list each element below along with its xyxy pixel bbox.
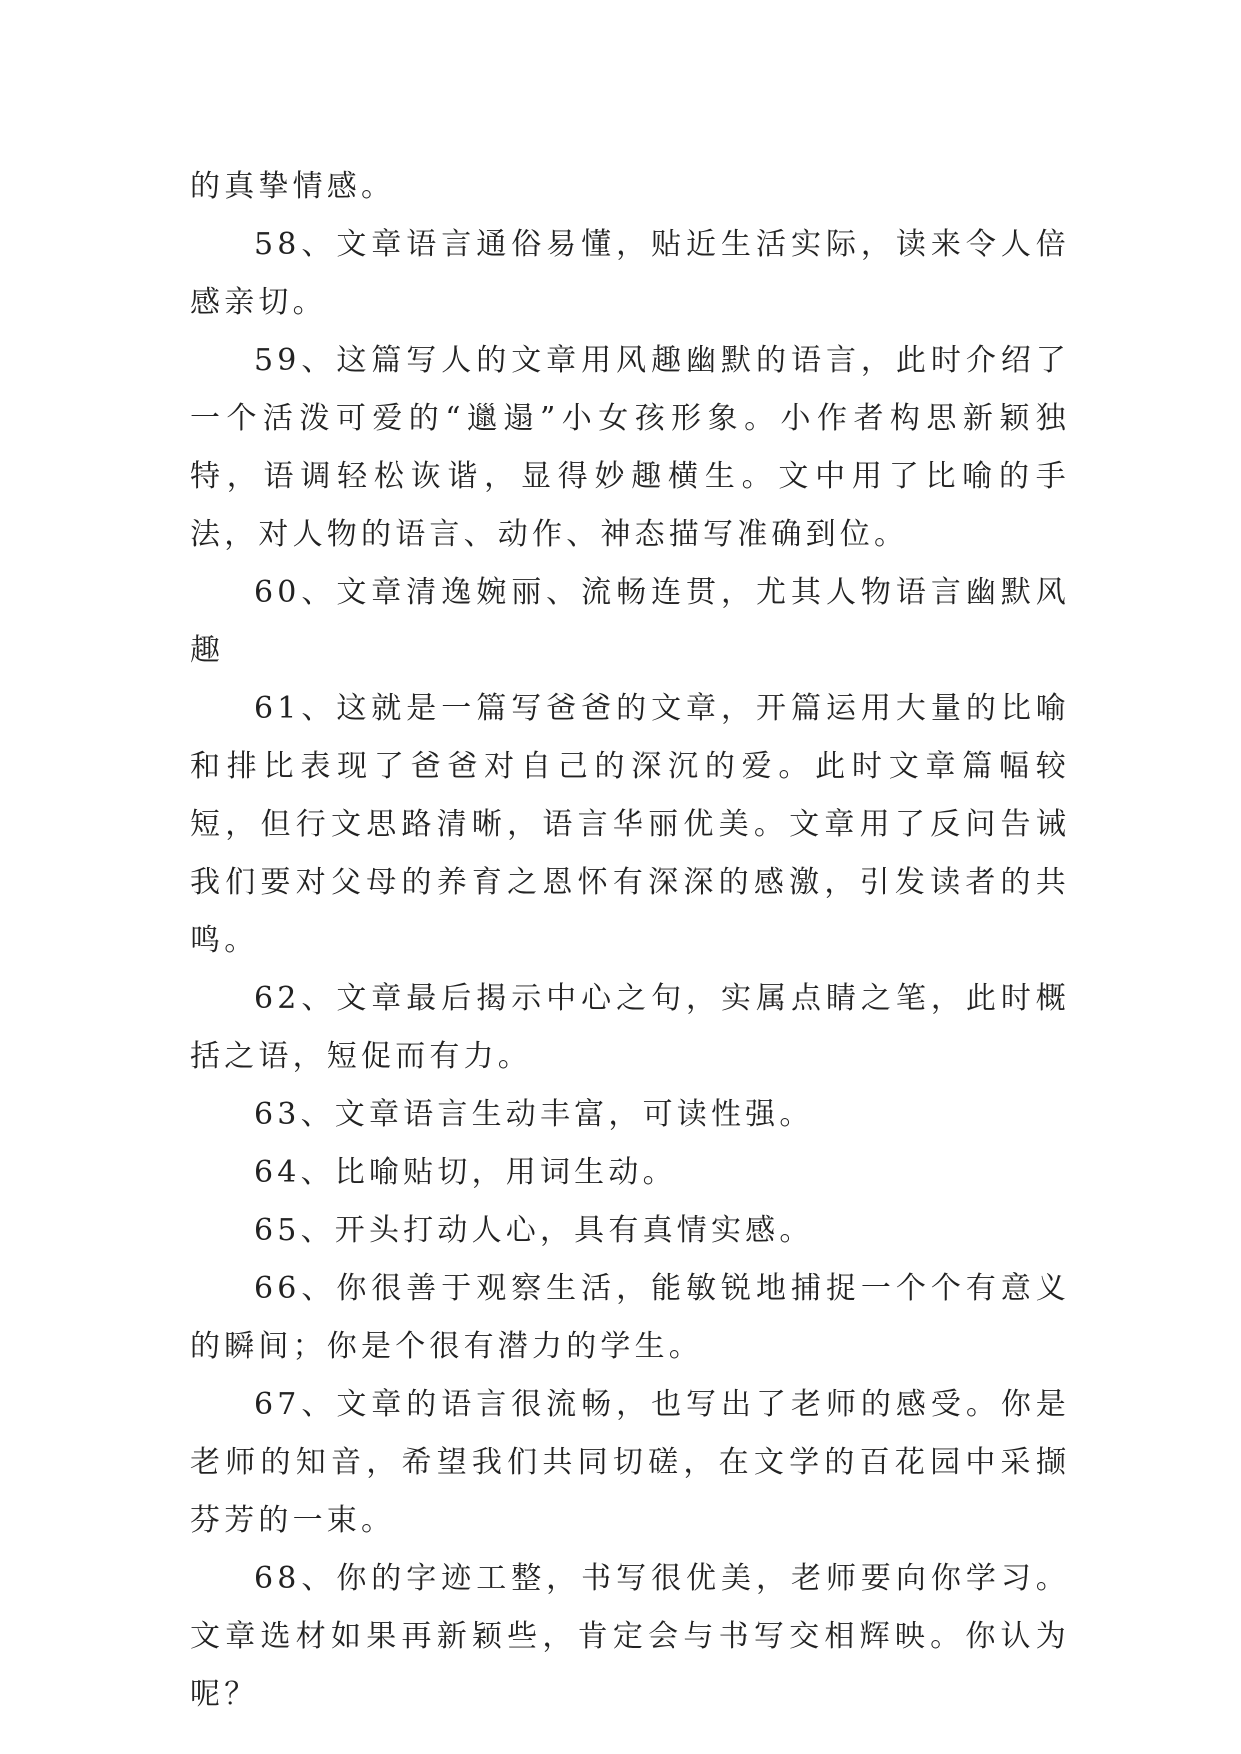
paragraph-59: 59、这篇写人的文章用风趣幽默的语言，此时介绍了一个活泼可爱的“邋遢”小女孩形象。小作者构思新颖独特，语调轻松诙谐，显得妙趣横生。文中用了比喻的手法，对人物的语言、动作、神态描写准确到位。 bbox=[190, 343, 1070, 552]
paragraph-63: 63、文章语言生动丰富，可读性强。 bbox=[254, 1097, 814, 1132]
paragraph-60: 60、文章清逸婉丽、流畅连贯，尤其人物语言幽默风趣 bbox=[190, 575, 1070, 668]
paragraph-64: 64、比喻贴切，用词生动。 bbox=[254, 1155, 677, 1190]
paragraph-65: 65、开头打动人心，具有真情实感。 bbox=[254, 1213, 814, 1248]
paragraph-continuation: 的真挚情感。 bbox=[190, 169, 396, 204]
paragraph-58: 58、文章语言通俗易懂，贴近生活实际，读来令人倍感亲切。 bbox=[190, 227, 1070, 320]
paragraph-61: 61、这就是一篇写爸爸的文章，开篇运用大量的比喻和排比表现了爸爸对自己的深沉的爱。此时文章篇幅较短，但行文思路清晰，语言华丽优美。文章用了反问告诫我们要对父母的养育之恩怀有深深的感激，引发读者的共鸣。 bbox=[190, 691, 1070, 958]
paragraph-62: 62、文章最后揭示中心之句，实属点睛之笔，此时概括之语，短促而有力。 bbox=[190, 981, 1070, 1074]
paragraph-68: 68、你的字迹工整，书写很优美，老师要向你学习。文章选材如果再新颖些，肯定会与书写交相辉映。你认为呢？ bbox=[190, 1561, 1070, 1712]
paragraph-67: 67、文章的语言很流畅，也写出了老师的感受。你是老师的知音，希望我们共同切磋，在文学的百花园中采撷芬芳的一束。 bbox=[190, 1387, 1070, 1538]
paragraph-66: 66、你很善于观察生活，能敏锐地捕捉一个个有意义的瞬间；你是个很有潜力的学生。 bbox=[190, 1271, 1070, 1364]
document-body bbox=[190, 158, 1070, 1724]
